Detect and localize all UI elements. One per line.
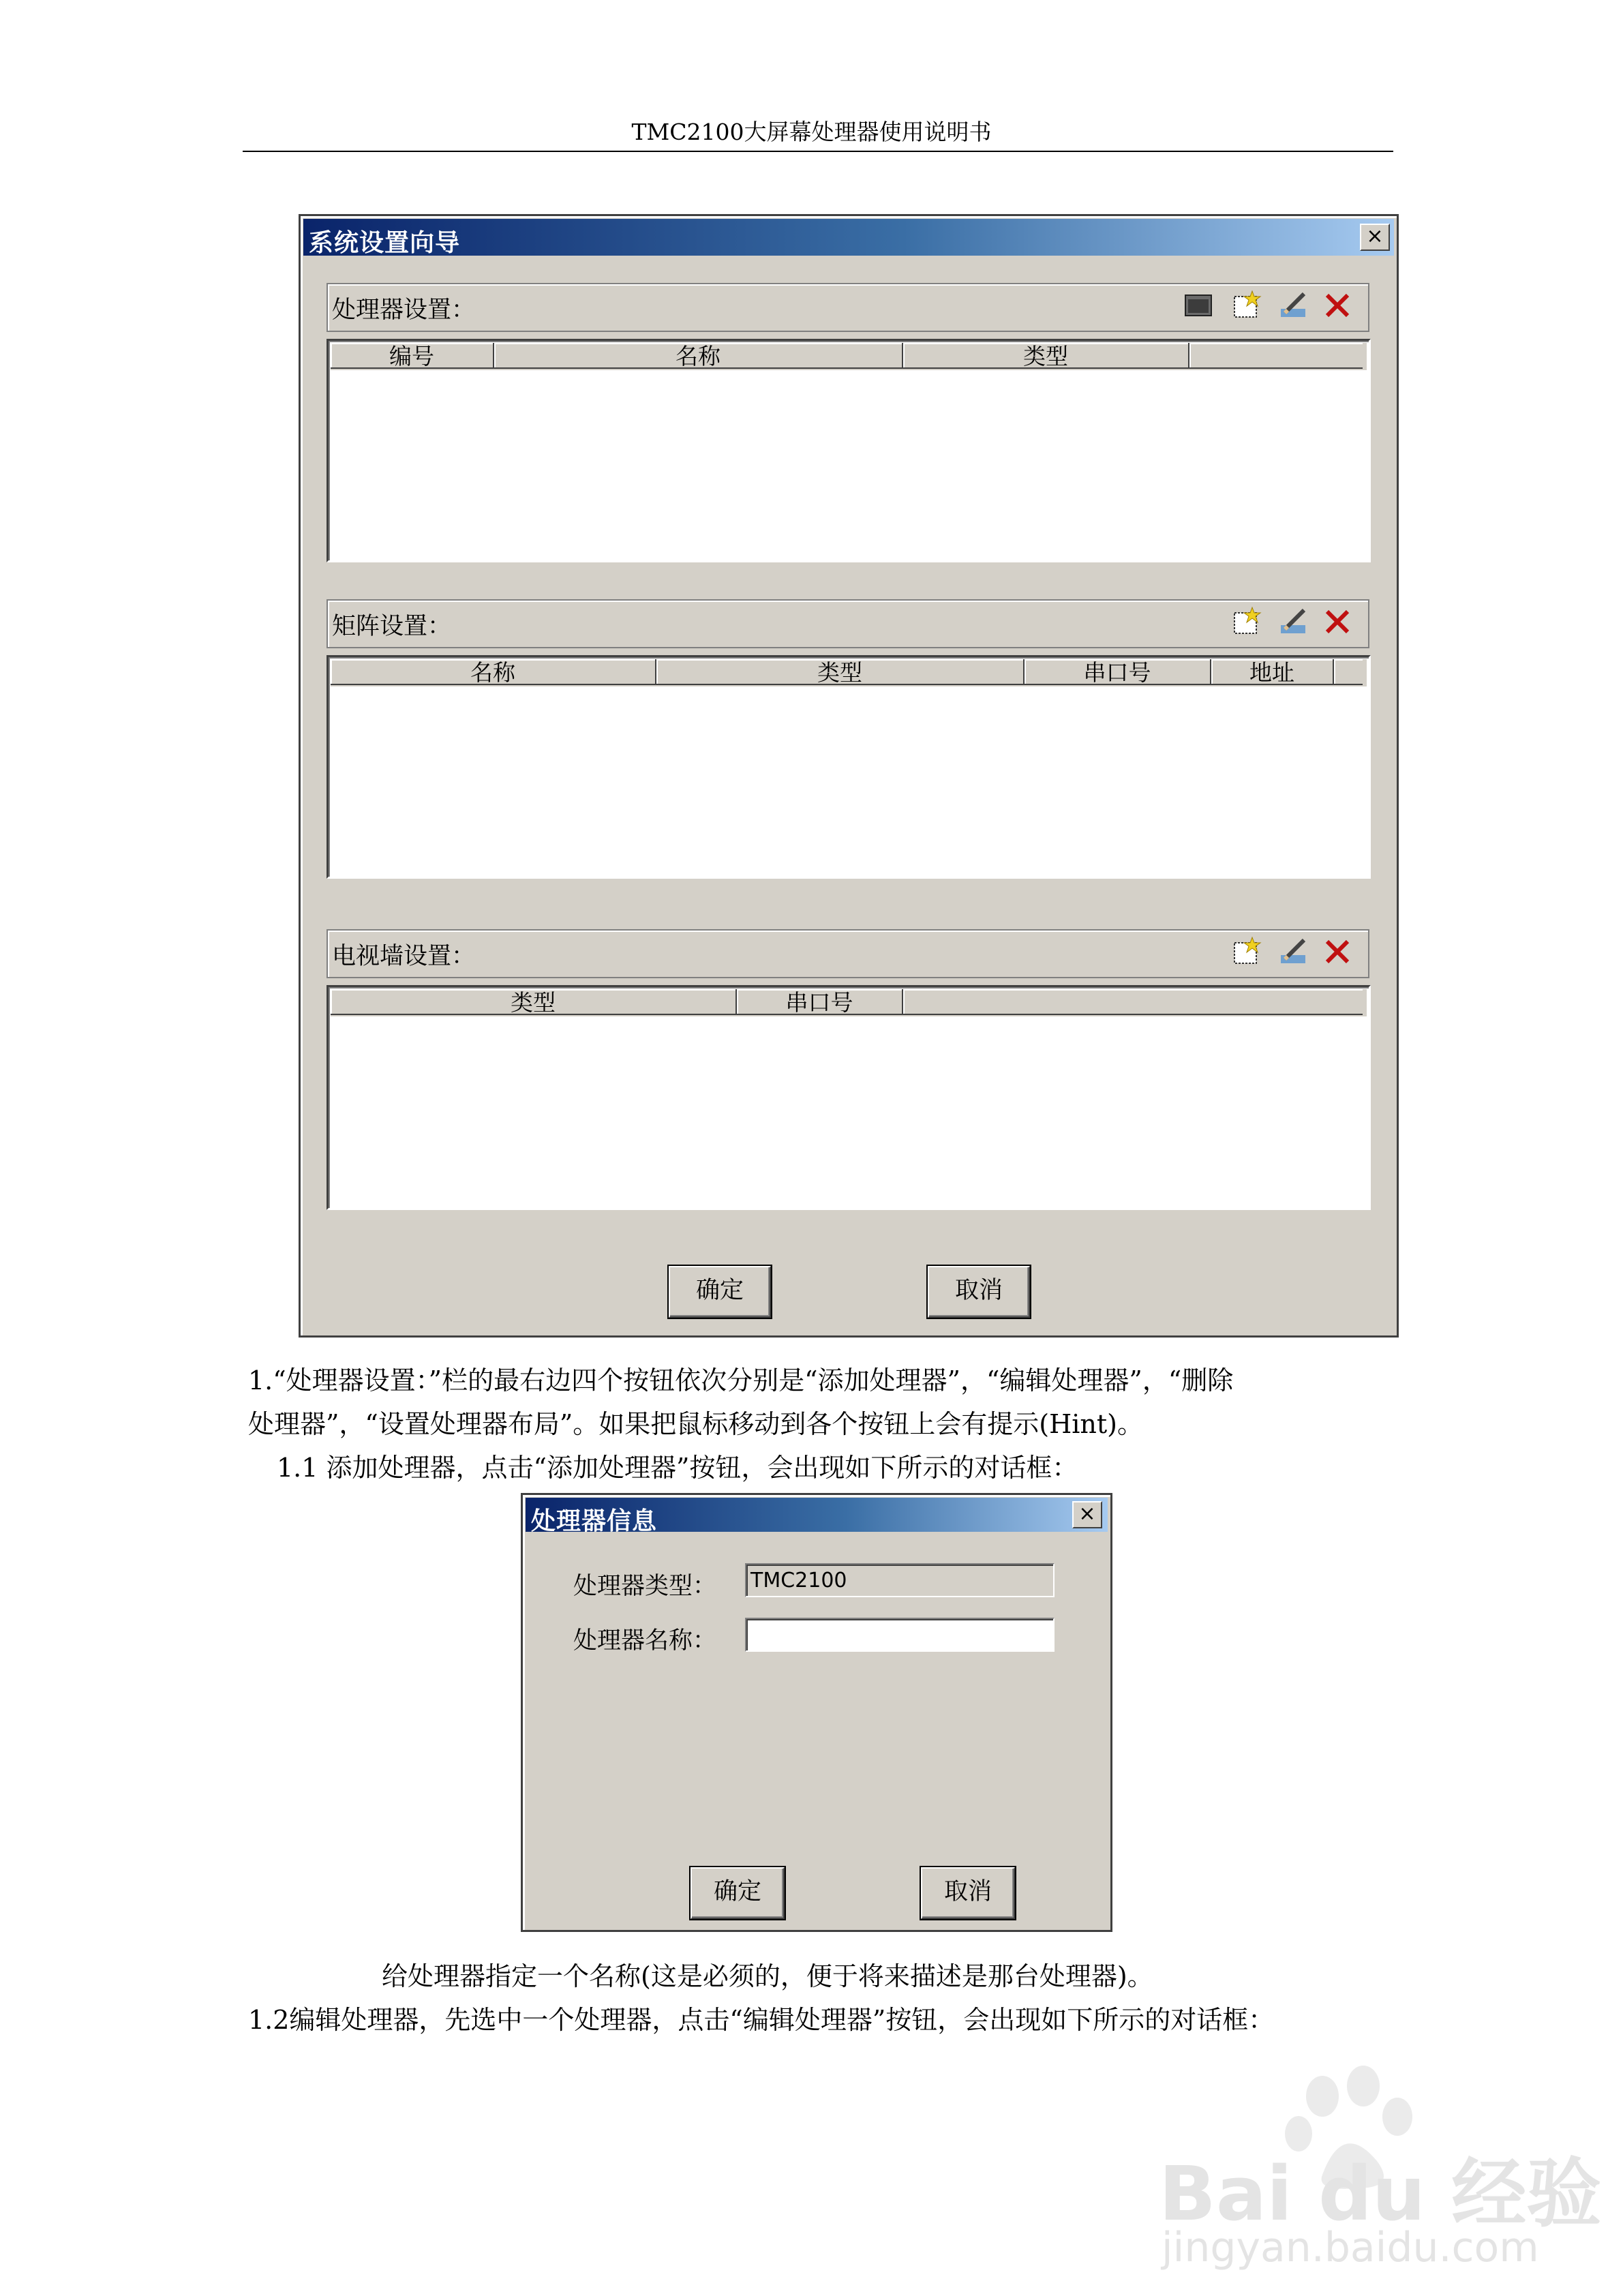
wizard-cancel-button[interactable]: 取消 bbox=[928, 1266, 1030, 1318]
column-header-empty bbox=[1334, 659, 1363, 685]
processor-grid-header bbox=[331, 343, 1367, 370]
document-header: TMC2100大屏幕处理器使用说明书 bbox=[631, 119, 992, 145]
wizard-titlebar[interactable] bbox=[303, 219, 1394, 256]
column-header[interactable]: 地址 bbox=[1211, 659, 1334, 685]
processor-info-dialog bbox=[521, 1493, 1112, 1932]
processor-type-field: TMC2100 bbox=[745, 1563, 1055, 1597]
wizard-ok-button[interactable]: 确定 bbox=[669, 1266, 771, 1318]
tvwall-grid-header bbox=[331, 989, 1367, 1016]
processor-name-input[interactable] bbox=[745, 1618, 1055, 1652]
tvwall-section-label: 电视墙设置： bbox=[332, 943, 476, 970]
column-header[interactable]: 类型 bbox=[331, 989, 737, 1015]
matrix-section-label: 矩阵设置： bbox=[332, 613, 452, 640]
paragraph-1a: 1.“处理器设置：”栏的最右边四个按钮依次分别是“添加处理器”，“编辑处理器”，“删除 bbox=[248, 1365, 1234, 1395]
column-header-empty bbox=[1189, 343, 1363, 369]
add-processor-icon[interactable] bbox=[1230, 290, 1262, 321]
edit-tvwall-icon[interactable] bbox=[1278, 936, 1309, 967]
delete-processor-icon[interactable] bbox=[1322, 290, 1353, 321]
dialog-titlebar[interactable] bbox=[526, 1498, 1108, 1535]
matrix-section-bar bbox=[327, 599, 1369, 648]
dialog-close-button[interactable]: × bbox=[1072, 1501, 1102, 1528]
delete-matrix-icon[interactable] bbox=[1322, 606, 1353, 637]
delete-tvwall-icon[interactable] bbox=[1322, 936, 1353, 967]
edit-matrix-icon[interactable] bbox=[1278, 606, 1309, 637]
header-rule bbox=[243, 151, 1393, 152]
watermark-url: jingyan.baidu.com bbox=[1162, 2224, 1539, 2271]
paragraph-1b: 处理器”，“设置处理器布局”。如果把鼠标移动到各个按钮上会有提示(Hint)。 bbox=[248, 1409, 1143, 1439]
dialog-cancel-button[interactable]: 取消 bbox=[921, 1867, 1015, 1919]
tvwall-grid[interactable] bbox=[327, 985, 1371, 1210]
paragraph-2: 1.1 添加处理器，点击“添加处理器”按钮，会出现如下所示的对话框： bbox=[277, 1453, 1078, 1483]
dialog-title: 处理器信息 bbox=[531, 1507, 658, 1535]
processor-section-bar bbox=[327, 283, 1369, 332]
processor-type-label: 处理器类型： bbox=[573, 1573, 717, 1600]
processor-section-label: 处理器设置： bbox=[332, 297, 476, 324]
edit-processor-icon[interactable] bbox=[1278, 290, 1309, 321]
column-header[interactable]: 类型 bbox=[903, 343, 1189, 369]
system-setup-wizard-window bbox=[299, 214, 1399, 1338]
matrix-grid[interactable] bbox=[327, 655, 1371, 879]
tvwall-section-bar bbox=[327, 929, 1369, 978]
column-header[interactable]: 编号 bbox=[331, 343, 494, 369]
paragraph-3: 给处理器指定一个名称(这是必须的，便于将来描述是那台处理器)。 bbox=[382, 1961, 1153, 1991]
dialog-ok-button[interactable]: 确定 bbox=[691, 1867, 785, 1919]
wizard-close-button[interactable]: × bbox=[1360, 224, 1390, 251]
layout-icon[interactable] bbox=[1183, 290, 1214, 321]
wizard-title: 系统设置向导 bbox=[309, 229, 461, 257]
paragraph-4: 1.2编辑处理器，先选中一个处理器，点击“编辑处理器”按钮，会出现如下所示的对话框： bbox=[248, 2005, 1275, 2035]
column-header[interactable]: 串口号 bbox=[737, 989, 903, 1015]
add-tvwall-icon[interactable] bbox=[1230, 936, 1262, 967]
column-header[interactable]: 串口号 bbox=[1025, 659, 1211, 685]
watermark-brand: Bai du 经验 bbox=[1159, 2150, 1602, 2237]
processor-grid[interactable] bbox=[327, 339, 1371, 562]
processor-name-label: 处理器名称： bbox=[573, 1627, 717, 1655]
column-header[interactable]: 类型 bbox=[656, 659, 1025, 685]
column-header[interactable]: 名称 bbox=[494, 343, 903, 369]
matrix-grid-header bbox=[331, 659, 1367, 686]
add-matrix-icon[interactable] bbox=[1230, 606, 1262, 637]
column-header[interactable]: 名称 bbox=[331, 659, 656, 685]
column-header-empty bbox=[903, 989, 1363, 1015]
